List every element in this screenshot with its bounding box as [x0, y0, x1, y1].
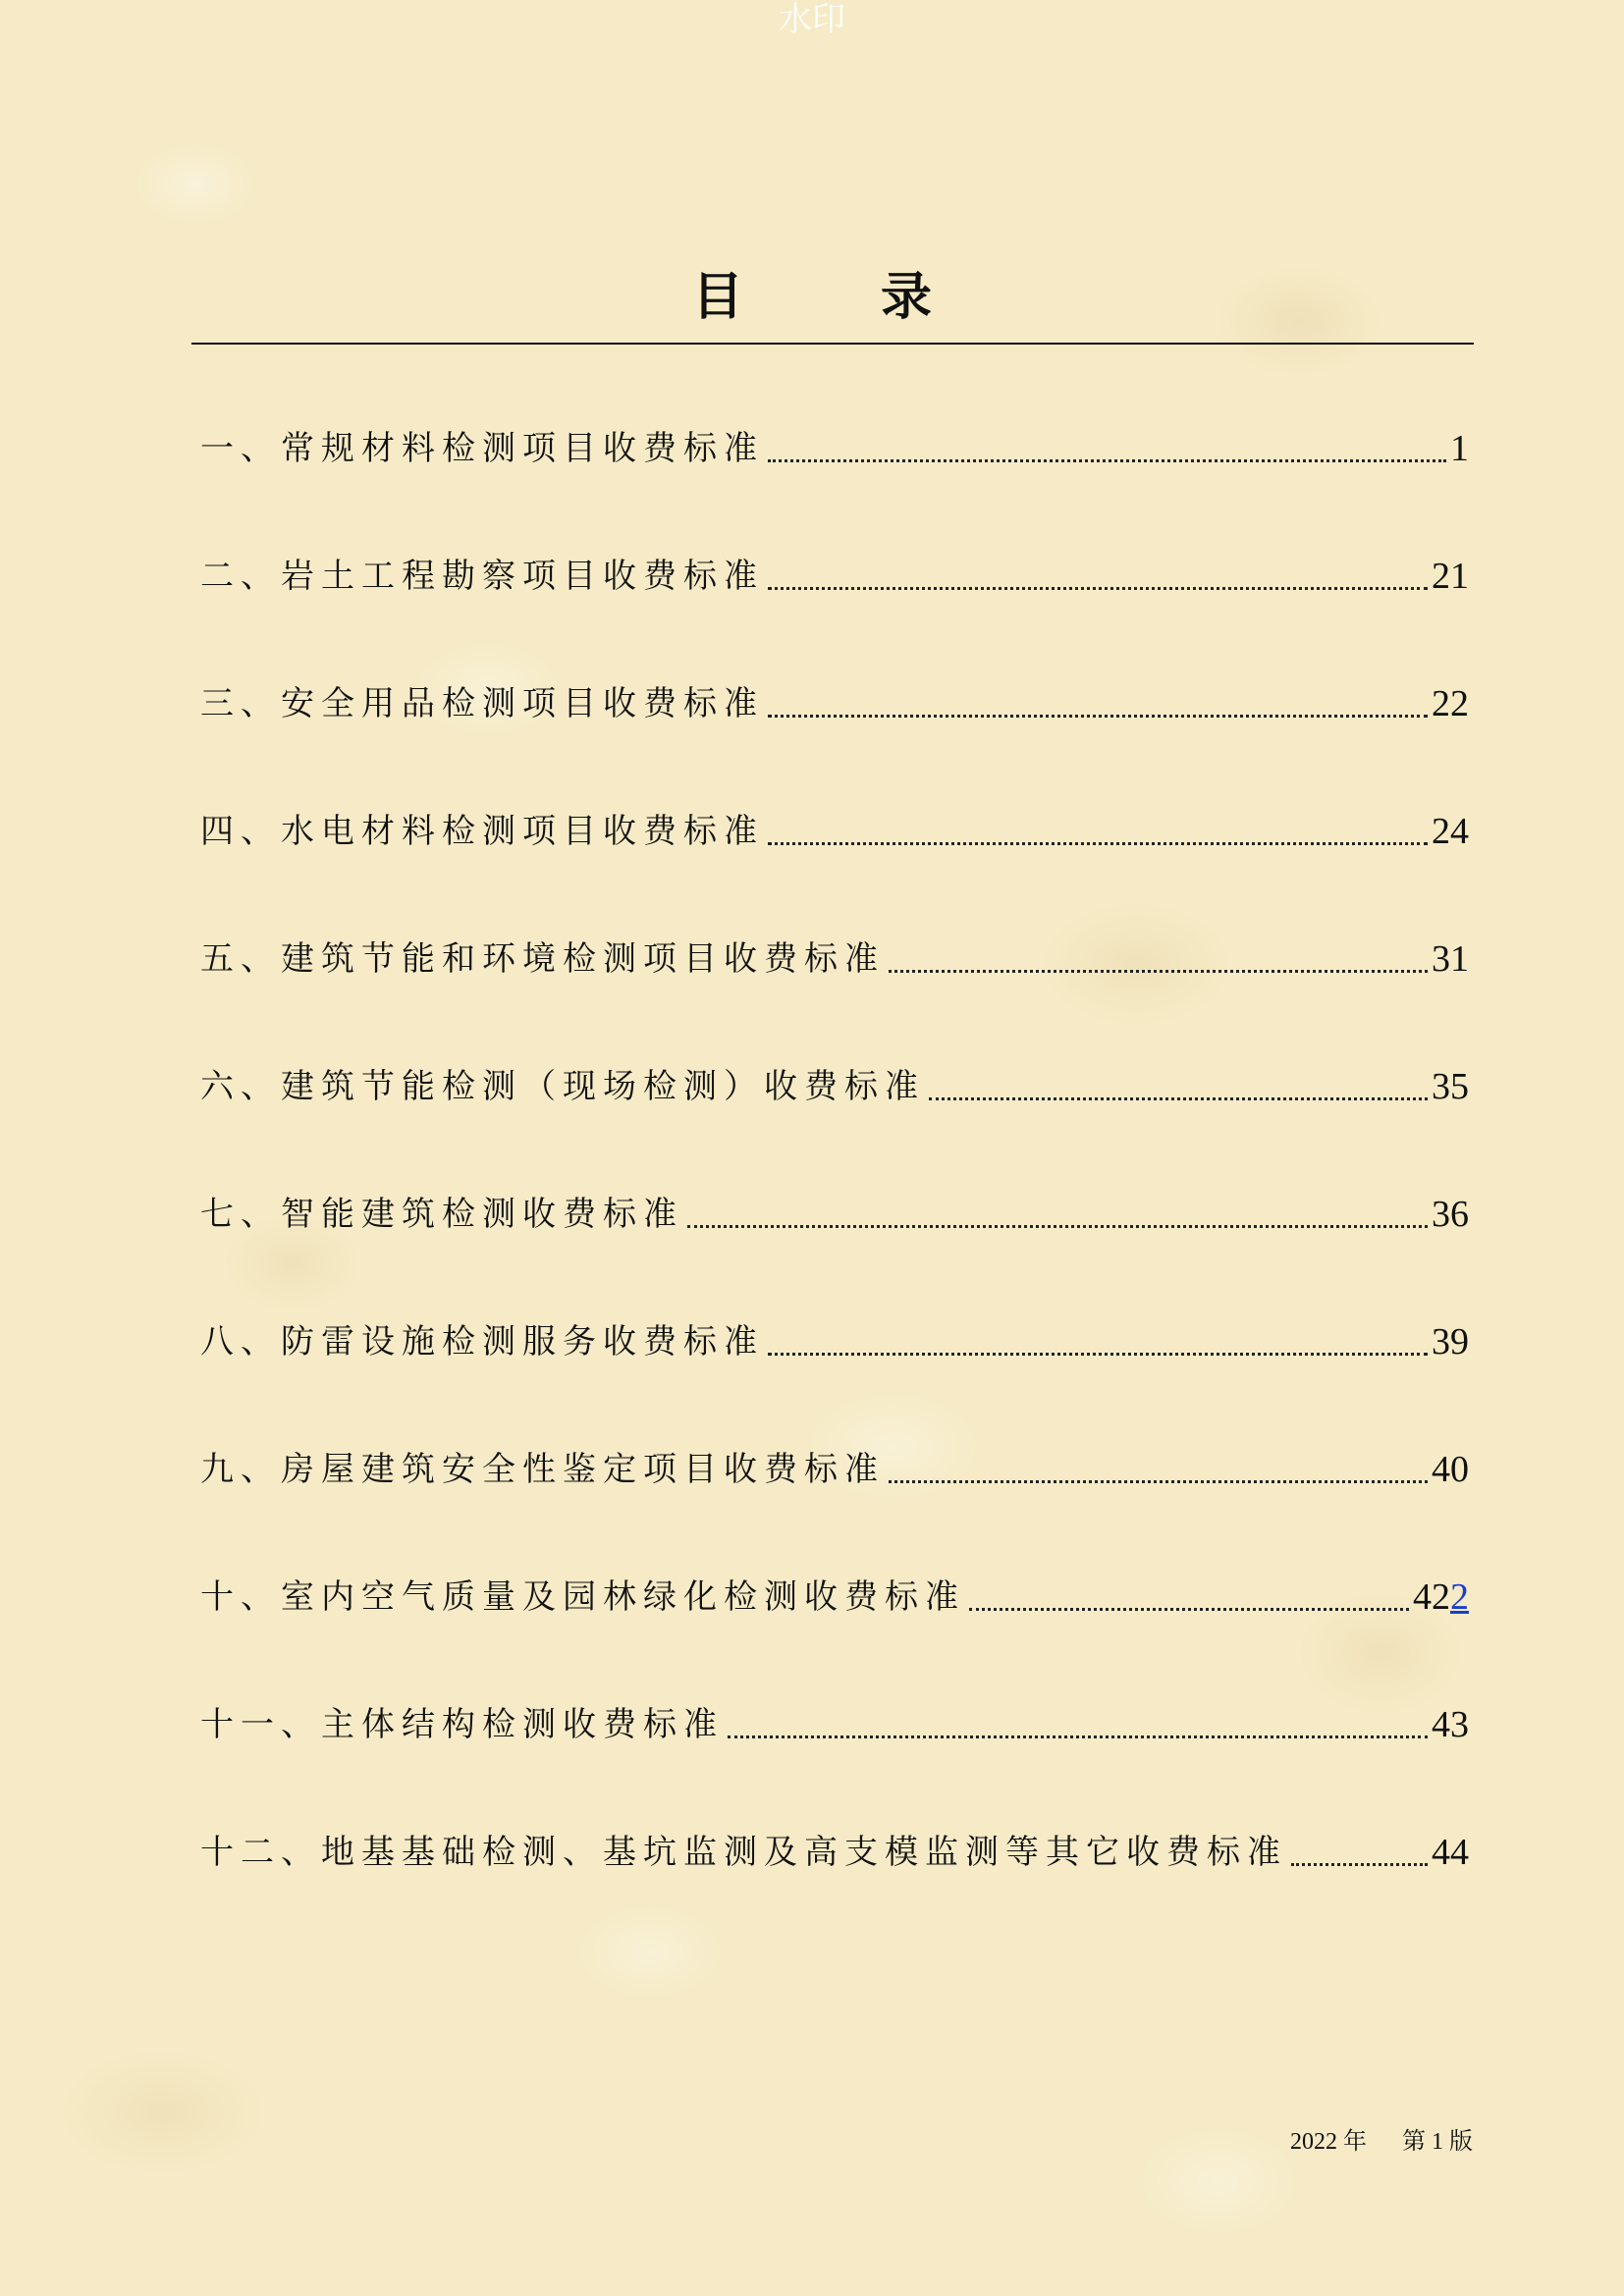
toc-dot-leader: [1291, 1863, 1428, 1866]
toc-dot-leader: [889, 1480, 1428, 1483]
toc-entry-1[interactable]: [200, 419, 1469, 478]
toc-page-number: 43: [1432, 1704, 1469, 1745]
toc-entry-label: 七、智能建筑检测收费标准: [200, 1195, 683, 1234]
toc-page-number: 21: [1432, 556, 1469, 597]
toc-dot-leader: [768, 842, 1428, 845]
toc-entry-label: 五、建筑节能和环境检测项目收费标准: [200, 939, 885, 979]
toc-page-number: 1: [1450, 428, 1469, 469]
toc-dot-leader: [768, 1353, 1428, 1356]
toc-entry-3[interactable]: [200, 674, 1469, 733]
page-title-char-1: 目: [691, 267, 743, 327]
toc-entry-label: 九、房屋建筑安全性鉴定项目收费标准: [200, 1450, 885, 1489]
toc-page-number: 35: [1432, 1066, 1469, 1107]
toc-dot-leader: [889, 970, 1428, 973]
footer-edition: 第 1 版: [1402, 2129, 1473, 2155]
toc-dot-leader: [728, 1735, 1428, 1738]
toc-entry-label: 六、建筑节能检测（现场检测）收费标准: [200, 1067, 925, 1106]
toc-dot-leader: [969, 1608, 1409, 1611]
toc-dot-leader: [768, 587, 1428, 590]
watermark: 水印: [779, 0, 845, 39]
toc-entry-label: 十二、地基基础检测、基坑监测及高支模监测等其它收费标准: [200, 1833, 1287, 1872]
page-footer: [1267, 2127, 1473, 2157]
toc-entry-label: 十一、主体结构检测收费标准: [200, 1705, 724, 1744]
toc-dot-leader: [687, 1225, 1428, 1228]
toc-dot-leader: [929, 1097, 1428, 1100]
toc-page-number: 36: [1432, 1194, 1469, 1235]
toc-page-number: 31: [1432, 938, 1469, 980]
footer-year: 2022 年: [1290, 2129, 1367, 2155]
toc-entry-7[interactable]: [200, 1185, 1469, 1244]
title-divider: [191, 343, 1474, 345]
toc-page-number: 22: [1432, 683, 1469, 724]
toc-entry-label: 八、防雷设施检测服务收费标准: [200, 1322, 764, 1362]
page-title: [0, 263, 1624, 332]
toc-entry-9[interactable]: [200, 1440, 1469, 1499]
toc-entry-6[interactable]: [200, 1057, 1469, 1116]
toc-entry-8[interactable]: [200, 1312, 1469, 1371]
toc-page-number: 40: [1432, 1449, 1469, 1490]
toc-entry-2[interactable]: [200, 547, 1469, 606]
toc-entry-label: 二、岩土工程勘察项目收费标准: [200, 557, 764, 596]
toc-page-number: 39: [1432, 1321, 1469, 1362]
toc-entry-5[interactable]: [200, 930, 1469, 988]
toc-entry-label: 十、室内空气质量及园林绿化检测收费标准: [200, 1577, 965, 1617]
toc-page-number: 24: [1432, 811, 1469, 852]
toc-entry-4[interactable]: [200, 802, 1469, 861]
toc-dot-leader: [768, 459, 1446, 462]
page-number-link[interactable]: 2: [1450, 1576, 1469, 1618]
toc-entry-label: 一、常规材料检测项目收费标准: [200, 429, 764, 468]
toc-entry-label: 三、安全用品检测项目收费标准: [200, 684, 764, 723]
toc-entry-10[interactable]: [200, 1568, 1469, 1627]
toc-dot-leader: [768, 715, 1428, 718]
toc-entry-11[interactable]: [200, 1695, 1469, 1754]
page-title-char-2: 录: [881, 267, 933, 327]
toc-entry-label: 四、水电材料检测项目收费标准: [200, 812, 764, 851]
toc-page-number: 422: [1413, 1576, 1469, 1618]
toc-page-number: 44: [1432, 1832, 1469, 1873]
toc-entry-12[interactable]: [200, 1823, 1469, 1882]
